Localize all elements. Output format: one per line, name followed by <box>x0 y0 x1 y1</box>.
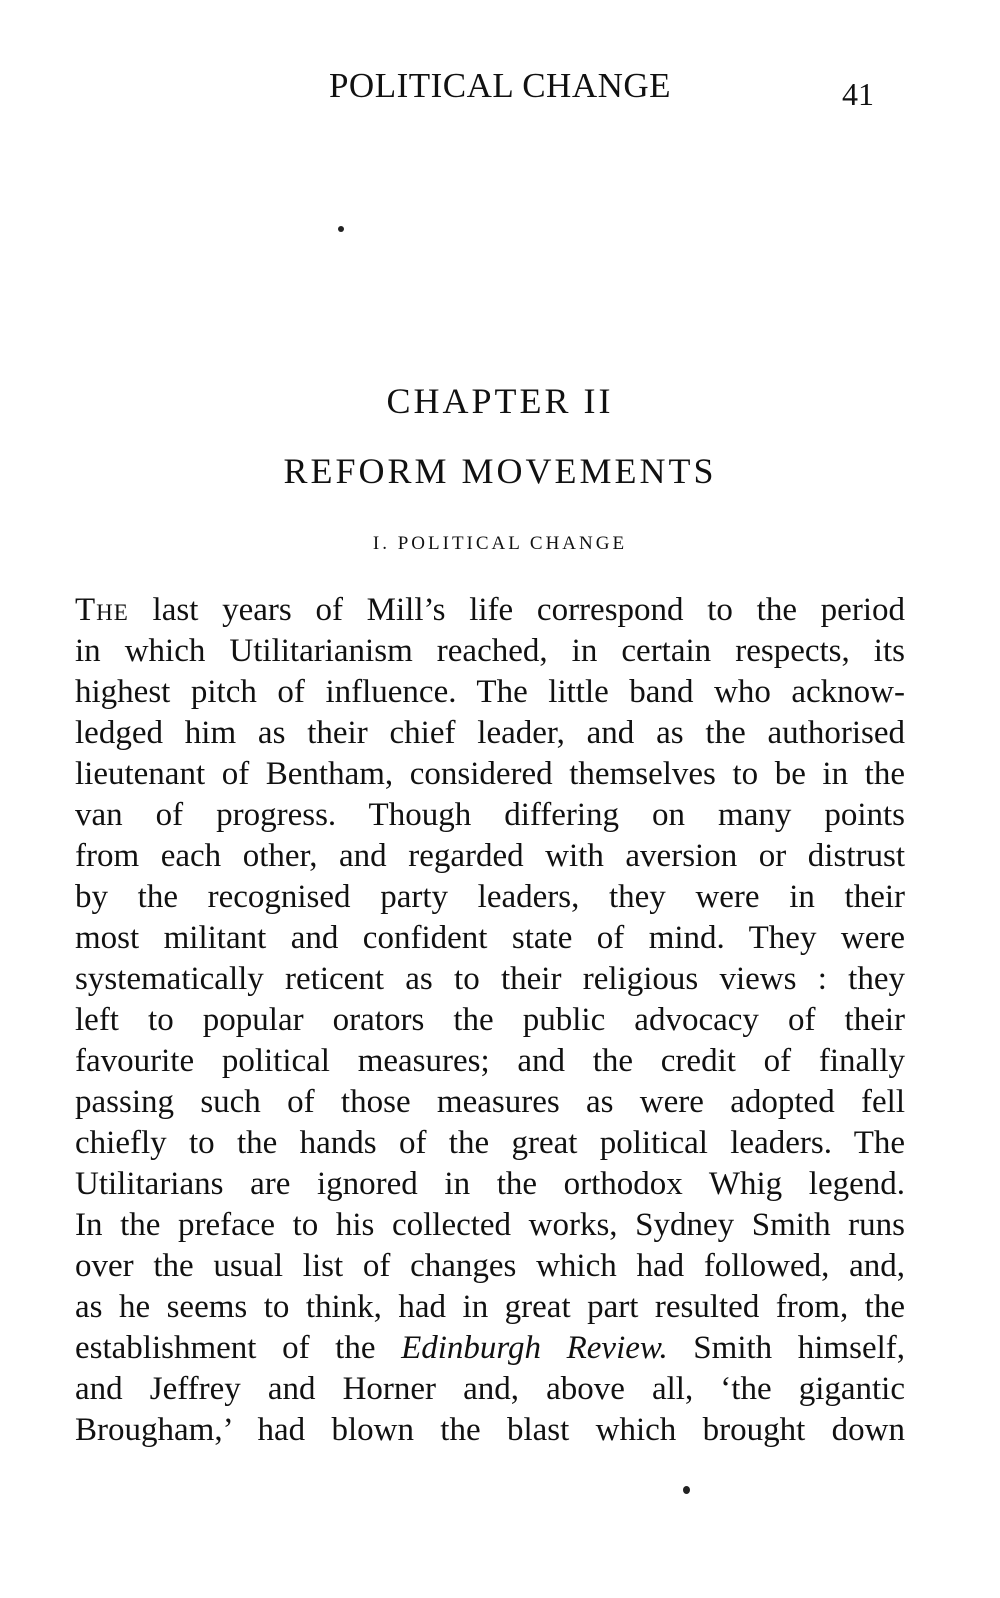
text-segment: establishment of the <box>75 1330 402 1366</box>
text-line <box>75 1369 905 1410</box>
text-segment: by the recognised party leaders, they were in their <box>75 879 905 915</box>
text-line <box>75 590 905 631</box>
text-line <box>75 1205 905 1246</box>
text-line <box>75 795 905 836</box>
text-segment: systematically reticent as to their religious views : they <box>75 961 905 997</box>
chapter-title: REFORM MOVEMENTS <box>283 451 717 491</box>
text-segment: favourite political measures; and the credit of finally <box>75 1043 905 1079</box>
text-line <box>75 1410 905 1451</box>
text-line <box>75 836 905 877</box>
text-segment: last years of Mill’s life correspond to the period <box>128 592 905 628</box>
chapter-number: CHAPTER II <box>386 381 614 421</box>
body-text <box>75 590 905 1451</box>
text-line <box>75 1123 905 1164</box>
text-segment: highest pitch of influence. The little band who acknow- <box>75 674 905 710</box>
text-segment: van of progress. Though differing on many points <box>75 797 905 833</box>
running-head: POLITICAL CHANGE <box>328 66 672 105</box>
text-line <box>75 631 905 672</box>
text-line <box>75 1287 905 1328</box>
text-segment: lieutenant of Bentham, considered themselves to be in the <box>75 756 905 792</box>
text-segment: and Jeffrey and Horner and, above all, ‘the gigantic <box>75 1371 905 1407</box>
text-segment: from each other, and regarded with aversion or distrust <box>75 838 905 874</box>
italic-title: Edinburgh Review. <box>401 1330 668 1366</box>
text-segment: In the preface to his collected works, Sydney Smith runs <box>75 1207 905 1243</box>
text-segment: Brougham,’ had blown the blast which brought down <box>75 1412 905 1448</box>
text-segment: passing such of those measures as were adopted fell <box>75 1084 905 1120</box>
text-line <box>75 713 905 754</box>
text-line <box>75 918 905 959</box>
text-segment: over the usual list of changes which had followed, and, <box>75 1248 905 1284</box>
scan-speck <box>683 1486 690 1494</box>
text-line <box>75 1246 905 1287</box>
scan-speck <box>338 226 344 232</box>
text-line <box>75 1041 905 1082</box>
text-segment: chiefly to the hands of the great political leaders. The <box>75 1125 905 1161</box>
text-segment: in which Utilitarianism reached, in certain respects, its <box>75 633 905 669</box>
text-line <box>75 754 905 795</box>
small-caps-word: The <box>75 592 129 628</box>
section-heading: I. POLITICAL CHANGE <box>372 533 628 554</box>
text-line <box>75 1082 905 1123</box>
text-segment: most militant and confident state of mind. They were <box>75 920 905 956</box>
text-segment: left to popular orators the public advocacy of their <box>75 1002 905 1038</box>
text-line <box>75 877 905 918</box>
text-line <box>75 672 905 713</box>
text-line <box>75 1164 905 1205</box>
text-segment: Utilitarians are ignored in the orthodox Whig legend. <box>75 1166 905 1202</box>
text-line <box>75 1000 905 1041</box>
page-number: 41 <box>842 76 874 112</box>
text-segment: ledged him as their chief leader, and as the authorised <box>75 715 905 751</box>
text-line <box>75 959 905 1000</box>
text-segment: as he seems to think, had in great part resulted from, the <box>75 1289 905 1325</box>
text-line <box>75 1328 905 1369</box>
text-segment: Smith himself, <box>667 1330 905 1366</box>
